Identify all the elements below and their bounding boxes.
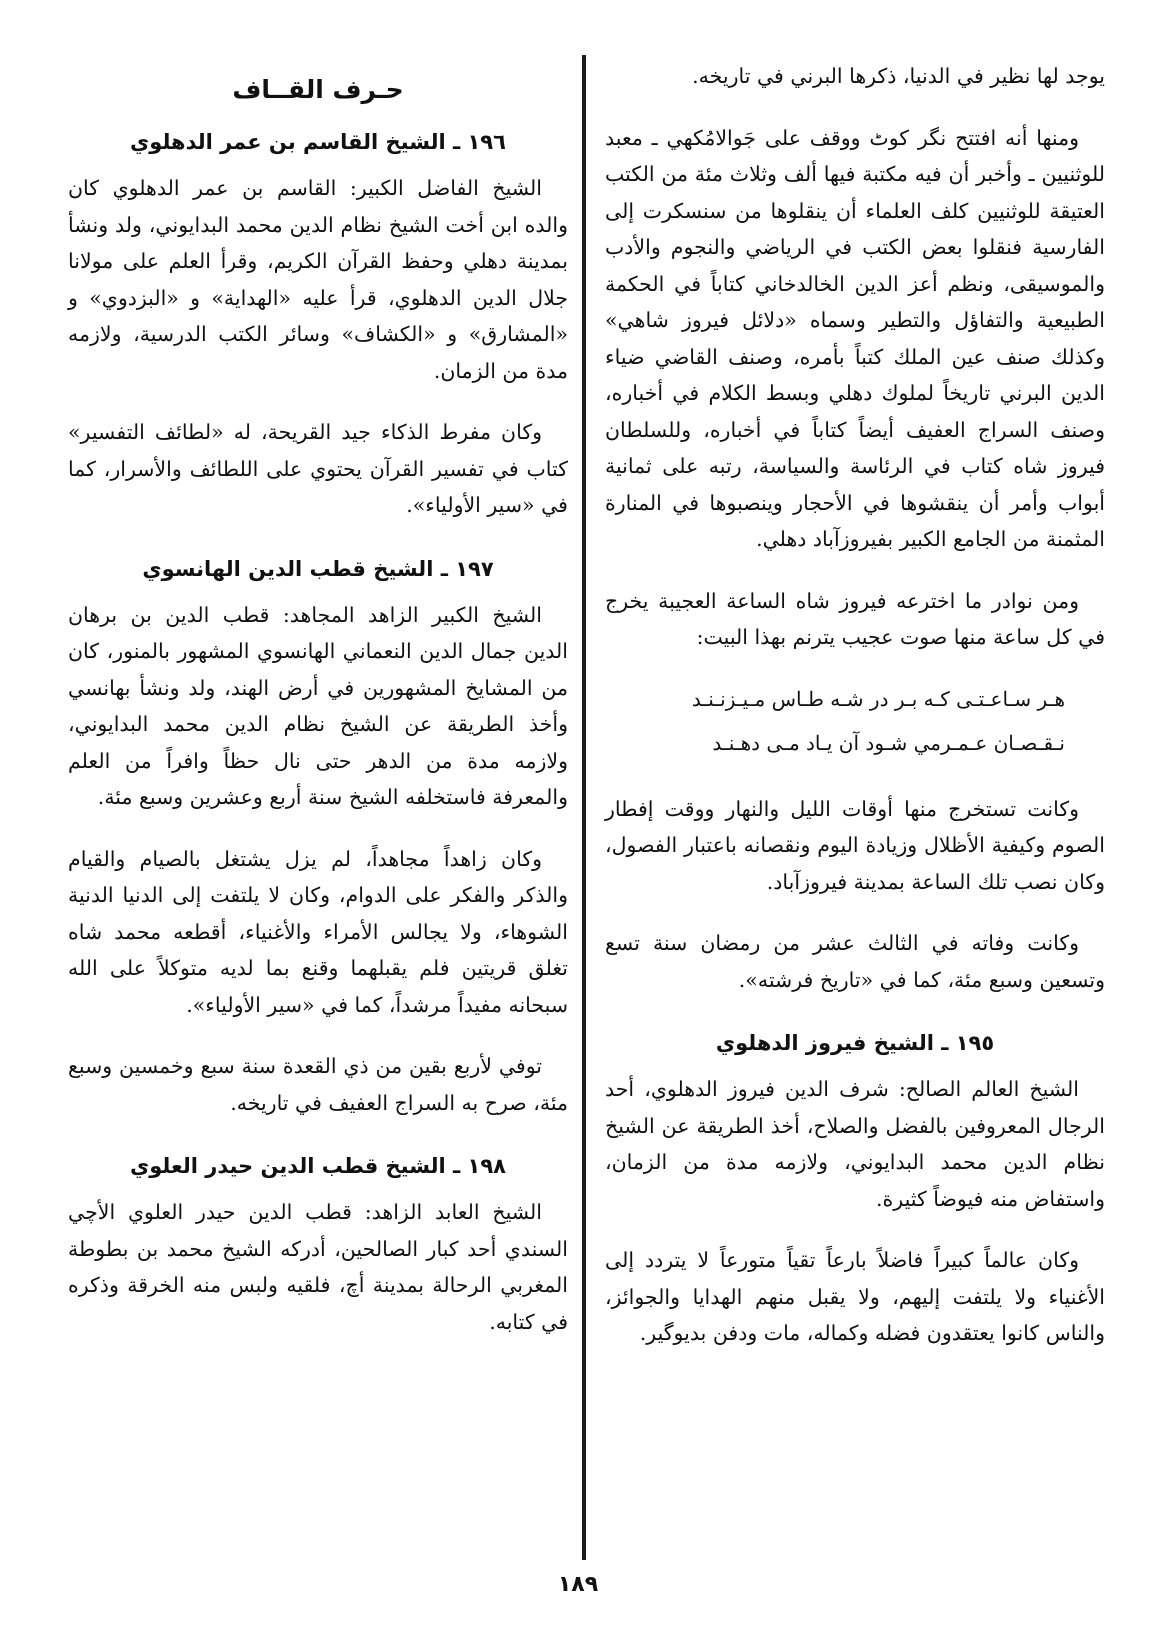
clock-paragraph: ومن نوادر ما اخترعه فيروز شاه الساعة العجيبة يخرج في كل ساعة منها صوت عجيب يترنم بهذا البيت:	[605, 588, 1105, 649]
entry-197-paragraph-3: توفي لأربع بقين من ذي القعدة سنة سبع وخمسين وسبع مئة، صرح به السراج العفيف في تاريخه.	[68, 1054, 568, 1115]
entry-heading-195: ١٩٥ ـ الشيخ فيروز الدهلوي	[715, 1031, 995, 1055]
entry-196-paragraph-1: الشيخ الفاضل الكبير: القاسم بن عمر الدهلوي كان والده ابن أخت الشيخ نظام الدين محمد البدايوني، ولد ونشأ بمدينة دهلي وحفظ القرآن الكريم، وقرأ العلم على مولانا جلال الدين الدهلوي، قرأ عليه «الهداية» و «البزدوي» و «المشارق» و «الكشاف» وسائر الكتب الدرسية، ولازمه مدة من الزمان.	[68, 176, 568, 383]
entry-heading-196: ١٩٦ ـ الشيخ القاسم بن عمر الدهلوي	[130, 130, 506, 154]
entry-heading-197: ١٩٧ ـ الشيخ قطب الدين الهانسوي	[142, 556, 494, 581]
entry-195-paragraph-1: الشيخ العالم الصالح: شرف الدين فيروز الدهلوي، أحد الرجال المعروفين بالفضل والصلاح، أخذ الطريقة عن الشيخ نظام الدين محمد البدايوني، ولازمه مدة من الزمان، واستفاض منه فيوضاً كثيرة.	[605, 1077, 1105, 1211]
entry-196-paragraph-2: وكان مفرط الذكاء جيد القريحة، له «لطائف التفسير» كتاب في تفسير القرآن يحتوي على اللطائف والأسرار، كما في «سير الأولياء».	[68, 420, 568, 517]
persian-verse	[605, 681, 1105, 761]
death-paragraph: وكانت وفاته في الثالث عشر من رمضان سنة تسع وتسعين وسبع مئة، كما في «تاريخ فرشته».	[605, 931, 1105, 992]
entry-195-paragraph-2: وكان عالماً كبيراً فاضلاً بارعاً تقياً متورعاً لا يتردد إلى الأغنياء ولا يلتفت إليهم، ولا يقبل منهم الهدايا والجوائز، والناس كانوا يعتقدون فضله وكماله، مات ودفن بديوگير.	[605, 1248, 1105, 1345]
verse-line-2: نـقـصـان عـمـرمي شـود آن يـاد مـى دهـنـد	[712, 730, 1065, 755]
entry-197-paragraph-1: الشيخ الكبير الزاهد المجاهد: قطب الدين بن برهان الدين جمال الدين النعماني الهانسوي المشهور بالمنور، كان من المشايخ المشهورين في أرض الهند، ولد ونشأ بهانسي وأخذ الطريقة عن الشيخ نظام الدين محمد البدايوني، ولازمه مدة من الدهر حتى نال حظاً وافراً من العلم والمعرفة فاستخلفه الشيخ سنة أربع وعشرين وسبع مئة.	[68, 602, 568, 809]
nagarkot-paragraph: ومنها أنه افتتح نگر كوٹ ووقف على جَوالامُكهي ـ معبد للوثنيين ـ وأخبر أن فيه مكتبة فيها ألف وثلاث مئة من الكتب العتيقة للوثنيين كلف العلماء أن ينقلوها من سنسكرت إلى الفارسية فنقلوا بعض الكتب في الرياضي والنجوم والأدب والموسيقى، ونظم أعز الدين الخالدخاني كتاباً في الحكمة الطبيعية والتفاؤل والتطير وسماه «دلائل فيروز شاهي» وكذلك صنف عين الملك كتباً بأمره، وصنف القاضي ضياء الدين البرني تاريخاً لملوك دهلي وبسط الكلام في أخباره، وصنف السراج العفيف أيضاً كتاباً في أخباره، وللسلطان فيروز شاه كتاب في الرئاسة والسياسة، رتبه على ثمانية أبواب وأمر أن ينقشوها في الأحجار وينصبوها في المنارة المثمنة من الجامع الكبير بفيروزآباد دهلي.	[605, 125, 1105, 551]
page-number: ١٨٩	[557, 1572, 599, 1597]
entry-197-paragraph-2: وكان زاهداً مجاهداً، لم يزل يشتغل بالصيام والقيام والذكر والفكر على الدوام، وكان لا يلتفت إلى الدنيا الدنية الشوهاء، ولا يجالس الأمراء والأغنياء، أقطعه محمد شاه تغلق قريتين فلم يقبلهما وقنع بما لديه متوكلاً على الله سبحانه مفيداً مرشداً، كما في «سير الأولياء».	[68, 846, 568, 1017]
right-column	[605, 58, 1105, 1377]
left-column	[68, 58, 568, 1365]
column-divider	[582, 55, 586, 1560]
clock-times-paragraph: وكانت تستخرج منها أوقات الليل والنهار ووقت إفطار الصوم وكيفية الأظلال وزيادة اليوم ونقصانه باعتبار الفصول، وكان نصب تلك الساعة بمدينة فيروزآباد.	[605, 796, 1105, 894]
verse-line-1: هـر سـاعـتـى كـه بـر در شـه طـاس مـيـزنـنـد	[691, 686, 1065, 711]
continuation-paragraph: يوجد لها نظير في الدنيا، ذكرها البرني في تاريخه.	[692, 64, 1105, 88]
entry-198-paragraph-1: الشيخ العابد الزاهد: قطب الدين حيدر العلوي الأچي السندي أحد كبار الصالحين، أدركه الشيخ محمد بن بطوطة المغربي الرحالة بمدينة أچ، فلقيه ولبس منه الخرقة وذكره في كتابه.	[68, 1200, 568, 1334]
entry-heading-198: ١٩٨ ـ الشيخ قطب الدين حيدر العلوي	[130, 1154, 506, 1178]
letter-section-heading: حـرف القــاف	[232, 75, 404, 104]
